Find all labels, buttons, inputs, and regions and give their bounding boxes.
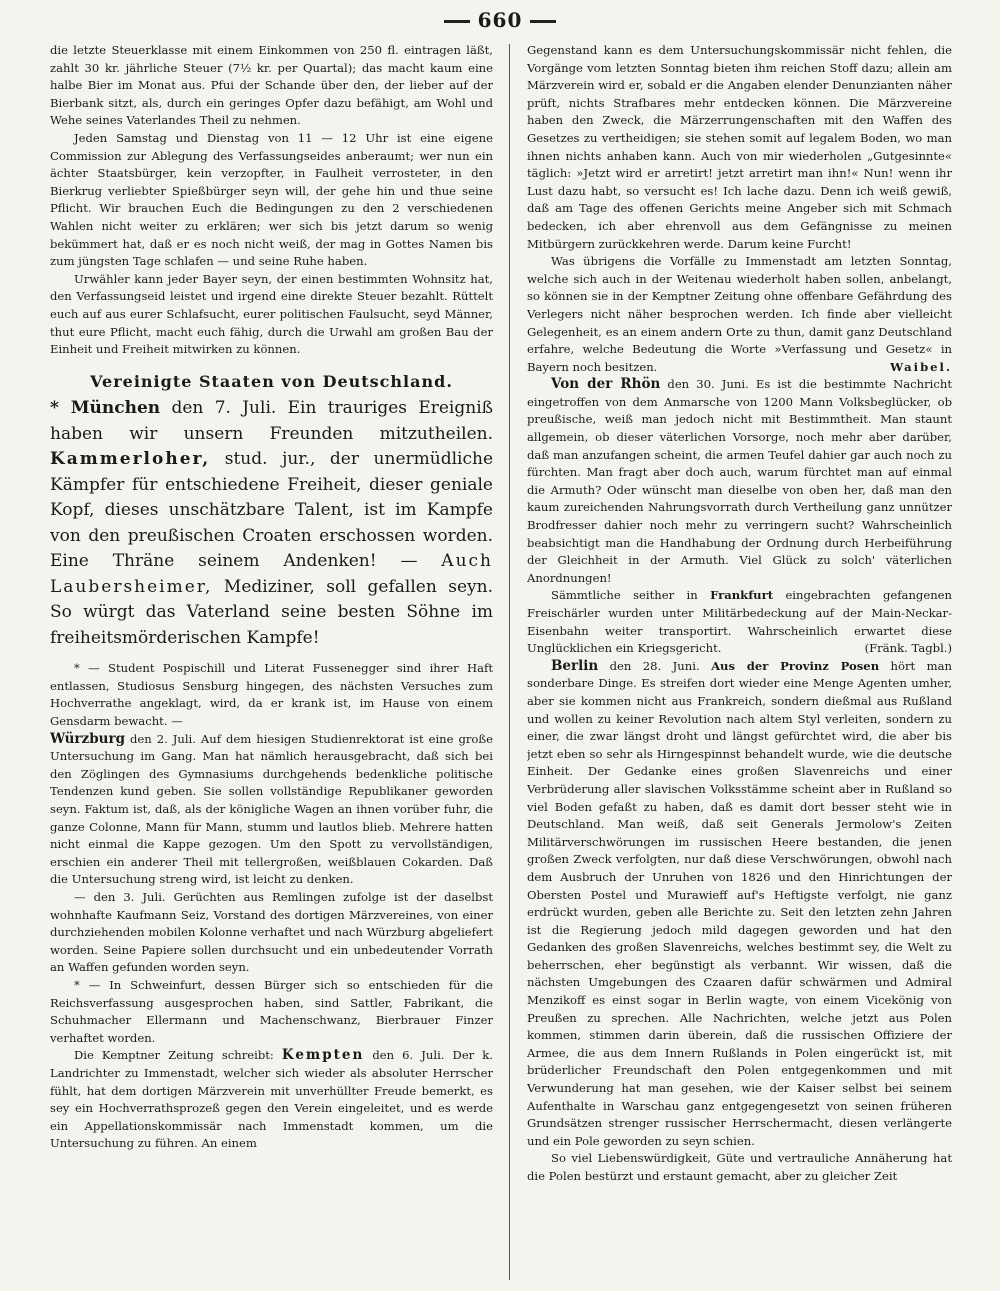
berlin-subhead: Aus der Provinz Posen (711, 658, 880, 673)
wuerzburg-body: den 2. Juli. Auf dem hiesigen Studienrektorat ist eine große Untersuchung im Gang. Man hat nämlich herausgebracht, daß sich bei den Zöglingen des Gymnasiums durchgehends bedenkliche politische Tendenzen kund geben. Sie sollen vollständige Republikaner geworden seyn. Faktum ist, daß, als der königliche Wagen an ihnen vorüber fuhr, die ganze Colonne, Mann für Mann, stumm und lautlos blieb. Mehrere hatten nicht einmal die Kappe gezogen. Um den Spott zu vervollständigen, erschien ein anderer Theil mit tellergroßen, weißblauen Cokarden. Daß die Untersuchung streng wird, ist leicht zu denken. (50, 731, 493, 887)
berlin-date: den 28. Juni. (598, 658, 712, 673)
frankfurt-city: Frankfurt (710, 588, 774, 603)
muenchen-text-c: Mediziner, soll gefallen seyn. So würgt das Vaterland seine besten Söhne im freiheitsmörderischen Kampfe! (50, 576, 493, 648)
left-column (50, 42, 493, 1282)
right-dash (530, 20, 556, 23)
kempten-dateline: Kempten (281, 1047, 365, 1064)
left-paragraph-4: * — Student Pospischill und Literat Fussenegger sind ihrer Haft entlassen, Studiosus Sensburg hingegen, des nächsten Versuches zum Hochverrathe angeklagt, wird, da er krank ist, im Hause von einem Gensdarm bewacht. — (50, 661, 493, 729)
kempten-article (50, 1047, 493, 1153)
wuerzburg-dateline: Würzburg (50, 730, 126, 747)
page-number-line (0, 8, 1000, 32)
column-divider (509, 44, 510, 1280)
muenchen-date: den 7. Juli. (160, 398, 288, 419)
left-paragraph-3: Urwähler kann jeder Bayer seyn, der einen bestimmten Wohnsitz hat, den Verfassungseid leistet und irgend eine direkte Steuer bezahlt. Rüttelt euch auf aus eurer Schlafsucht, eurer politischen Faulsucht, seyd Männer, thut eure Pflicht, macht euch fähig, durch die Urwahl am großen Bau der Einheit und Freiheit mitwirken zu können. (50, 271, 493, 357)
right-column (527, 42, 952, 1282)
right-paragraph-1: Gegenstand kann es dem Untersuchungskommissär nicht fehlen, die Vorgänge vom letzten Sonntag bieten ihm reichen Stoff dazu; allein am Märzverein wird er, sobald er die Angaben elender Denunzianten näher prüft, nichts Strafbares mehr entdecken können. Die Märzvereine haben den Zweck, die Märzerrungenschaften mit den Waffen des Gesetzes zu vertheidigen; sie stehen somit auf legalem Boden, wo man ihnen nichts anhaben kann. Auch von mir wiederholen „Gutgesinnte« täglich: »Jetzt wird er arretirt! jetzt arretirt man ihn!« Nun! wenn ihr Lust dazu habt, so versucht es! Ich lache dazu. Denn ich weiß gewiß, daß am Tage des offenen Gerichts meine Angeber sich mit Schmach bedecken, ich aber ehrenvoll aus dem Gefängnisse zu meinen Mitbürgern zurückkehren werde. Darum keine Furcht! (527, 43, 952, 251)
kempten-body: den 6. Juli. Der k. Landrichter zu Immenstadt, welcher sich wieder als absoluter Herrscher fühlt, hat dem dortigen Märzverein mit unverhüllter Freude bemerkt, es sey ein Hochverrathsprozeß gegen den Verein eingeleitet, und es werde ein Appellationskommissär nach Immenstadt kommen, um die Untersuchung zu führen. An einem (50, 1048, 493, 1151)
page-number: 660 (477, 8, 523, 32)
kempten-intro: Die Kemptner Zeitung schreibt: (74, 1048, 282, 1063)
berlin-article (527, 658, 952, 1151)
right-paragraph-2-text: Was übrigens die Vorfälle zu Immenstadt am letzten Sonntag, welche sich auch in der Weitenau wiederholt haben sollen, anbelangt, so können sie in der Kemptner Zeitung ohne offenbare Gefährdung des Verlegers nicht näher besprochen werden. Ich finde aber vielleicht Gelegenheit, es an einem andern Orte zu thun, damit ganz Deutschland erfahre, welche Bedeutung die Worte »Verfassung und Gesetz« in Bayern noch besitzen. (527, 254, 952, 374)
right-paragraph-3 (527, 587, 952, 657)
left-paragraph-2: Jeden Samstag und Dienstag von 11 — 12 Uhr ist eine eigene Commission zur Ablegung des Verfassungseides anberaumt; wer nun ein ächter Staatsbürger, kein verzopfter, in Faulheit verrosteter, in den Bierkrug verliebter Spießbürger seyn will, der gehe hin und thue seine Pflicht. Wir brauchen Euch die Bedingungen zu den 2 verschiedenen Wahlen nicht weiter zu erklären; wer sich bis jetzt darum so wenig bekümmert hat, daß er es noch nicht weiß, der mag in Gottes Namen bis zum jüngsten Tage schlafen — und seine Ruhe haben. (50, 130, 493, 269)
muenchen-name-1: Kammerloher, (50, 449, 211, 470)
left-paragraph-5: — den 3. Juli. Gerüchten aus Remlingen zufolge ist der daselbst wohnhafte Kaufmann Seiz, Vorstand des dortigen Märzvereines, von einer durchziehenden mobilen Kolonne verhaftet und nach Würzburg abgeliefert worden. Seine Papiere sollen durchsucht und ein unbedeutender Vorrath an Waffen gefunden worden seyn. (50, 890, 493, 975)
rhoen-dateline: Von der Rhön (551, 376, 661, 393)
berlin-body: hört man sonderbare Dinge. Es streifen dort wieder eine Menge Agenten umher, aber sie kommen nicht aus Frankreich, sondern dießmal aus Rußland und wollen zu keiner Revolution nach altem Styl verleiten, sondern zu einer, die zwar längst droht und längst gefürchtet wird, die aber bis jetzt eben so sehr als Hirngespinnst behandelt wurde, wie die deutsche Einheit. Der Gedanke eines großen Slavenreichs und einer Verbrüderung aller slavischen Volksstämme scheint aber in Rußland so viel Boden gefaßt zu haben, daß es damit dort besser steht wie in Deutschland. Man weiß, daß seit Generals Jermolow's Zeiten Militärverschwörungen im russischen Heere bestanden, die jenen großen Zweck verfolgten, nur daß diese Verschwörungen, obwohl nach dem Ausbruch der Unruhen von 1826 und den Hinrichtungen der Obersten Postel und Murawieff auf's Heftigste verfolgt, nie ganz erdrückt wurden, geben alle Berichte zu. Seit den letzten zehn Jahren ist die Regierung jedoch mild dagegen geworden und hat den Gedanken des großen Slavenreichs, welches bestimmt sey, die Welt zu beherrschen, eher begünstigt als verbannt. Wir wissen, daß die nächsten Umgebungen des Czaaren dafür schwärmen und Admiral Menzikoff es einst sogar in Berlin wagte, von einem Vicekönig von Preußen zu sprechen. Alle Nachrichten, welche jetzt aus Polen kommen, stimmen darin überein, daß die russischen Offiziere der Armee, die aus dem Innern Rußlands in Polen eingerückt ist, mit brüderlicher Freundschaft den Polen entgegenkommen und mit Verwunderung hat man gesehen, wie der Kaiser selbst bei seinem Aufenthalte in Warschau ganz entgegengesetzt von seinen früheren Grundsätzen strenger russischer Herrschermacht, diesen verlängerte und ein Pole geworden zu seyn schien. (527, 658, 952, 1148)
rhoen-article (527, 376, 952, 587)
right-paragraph-2 (527, 253, 952, 376)
muenchen-article (50, 396, 493, 651)
spacer (50, 651, 493, 660)
muenchen-text-b: stud. jur., der unermüdliche Kämpfer für entschiedene Freiheit, dieser geniale Kopf, dieses unschätzbare Talent, ist im Kampfe von den preußischen Croaten erschossen worden. Eine Thräne seinem Andenken! — (50, 449, 493, 572)
muenchen-name-2: Auch Laubersheimer, (50, 551, 493, 597)
right-paragraph-4: So viel Liebenswürdigkeit, Güte und vertrauliche Annäherung hat die Polen bestürzt und erstaunt gemacht, aber zu gleicher Zeit (527, 1151, 952, 1183)
berlin-dateline: Berlin (551, 657, 599, 674)
left-paragraph-1: die letzte Steuerklasse mit einem Einkommen von 250 fl. eintragen läßt, zahlt 30 kr. jährliche Steuer (7½ kr. per Quartal); das macht kaum eine halbe Bier im Monat aus. Pfui der Schande über den, der lieber auf der Bierbank sitzt, als, durch ein geringes Opfer dazu befähigt, am Wohl und Wehe seines Vaterlandes Theil zu nehmen. (50, 43, 493, 128)
rhoen-body: den 30. Juni. Es ist die bestimmte Nachricht eingetroffen von dem Anmarsche von 1200 Mann Volksbeglücker, ob preußische, weiß man jedoch nicht mit Bestimmtheit. Man staunt allgemein, ob dieser väterlichen Vorsorge, noch mehr aber darüber, daß man anzufangen scheint, die armen Teufel dahier gar auch noch zu fürchten. Man fragt aber doch auch, warum fürchtet man auf einmal die Armuth? Oder wünscht man dieselbe von oben her, daß man den kaum zureichenden Nahrungsvorrath durch Vertheilung ganz unnützer Brodfresser dahier noch mehr zu verringern sucht? Wahrscheinlich beabsichtigt man die Handhabung der Ordnung durch Herbeiführung der Gleichheit in der Armuth. Viel Glück zu solch' väterlichen Anordnungen! (527, 377, 952, 585)
section-heading: Vereinigte Staaten von Deutschland. (90, 371, 453, 391)
left-dash (444, 20, 470, 23)
frankfurt-source: (Fränk. Tagbl.) (864, 641, 952, 656)
muenchen-dateline: * München (50, 398, 161, 419)
muenchen-text-a: Ein trauriges Ereigniß haben wir unsern Freunden mitzutheilen. (50, 398, 493, 444)
left-paragraph-6: * — In Schweinfurt, dessen Bürger sich so entschieden für die Reichsverfassung ausgesprochen haben, sind Sattler, Fabrikant, die Schuhmacher Ellermann und Machenschwanz, Bierbrauer Finzer verhaftet worden. (50, 977, 493, 1045)
wuerzburg-article (50, 731, 493, 889)
frankfurt-body: eingebrachten gefangenen Freischärler wurden unter Militärbedeckung auf der Main-Neckar-Eisenbahn weiter transportirt. Wahrscheinlich erwartet diese Unglücklichen ein Kriegsgericht. (527, 588, 952, 656)
frankfurt-intro: Sämmtliche seither in (551, 588, 711, 603)
signature: Waibel. (890, 359, 952, 374)
